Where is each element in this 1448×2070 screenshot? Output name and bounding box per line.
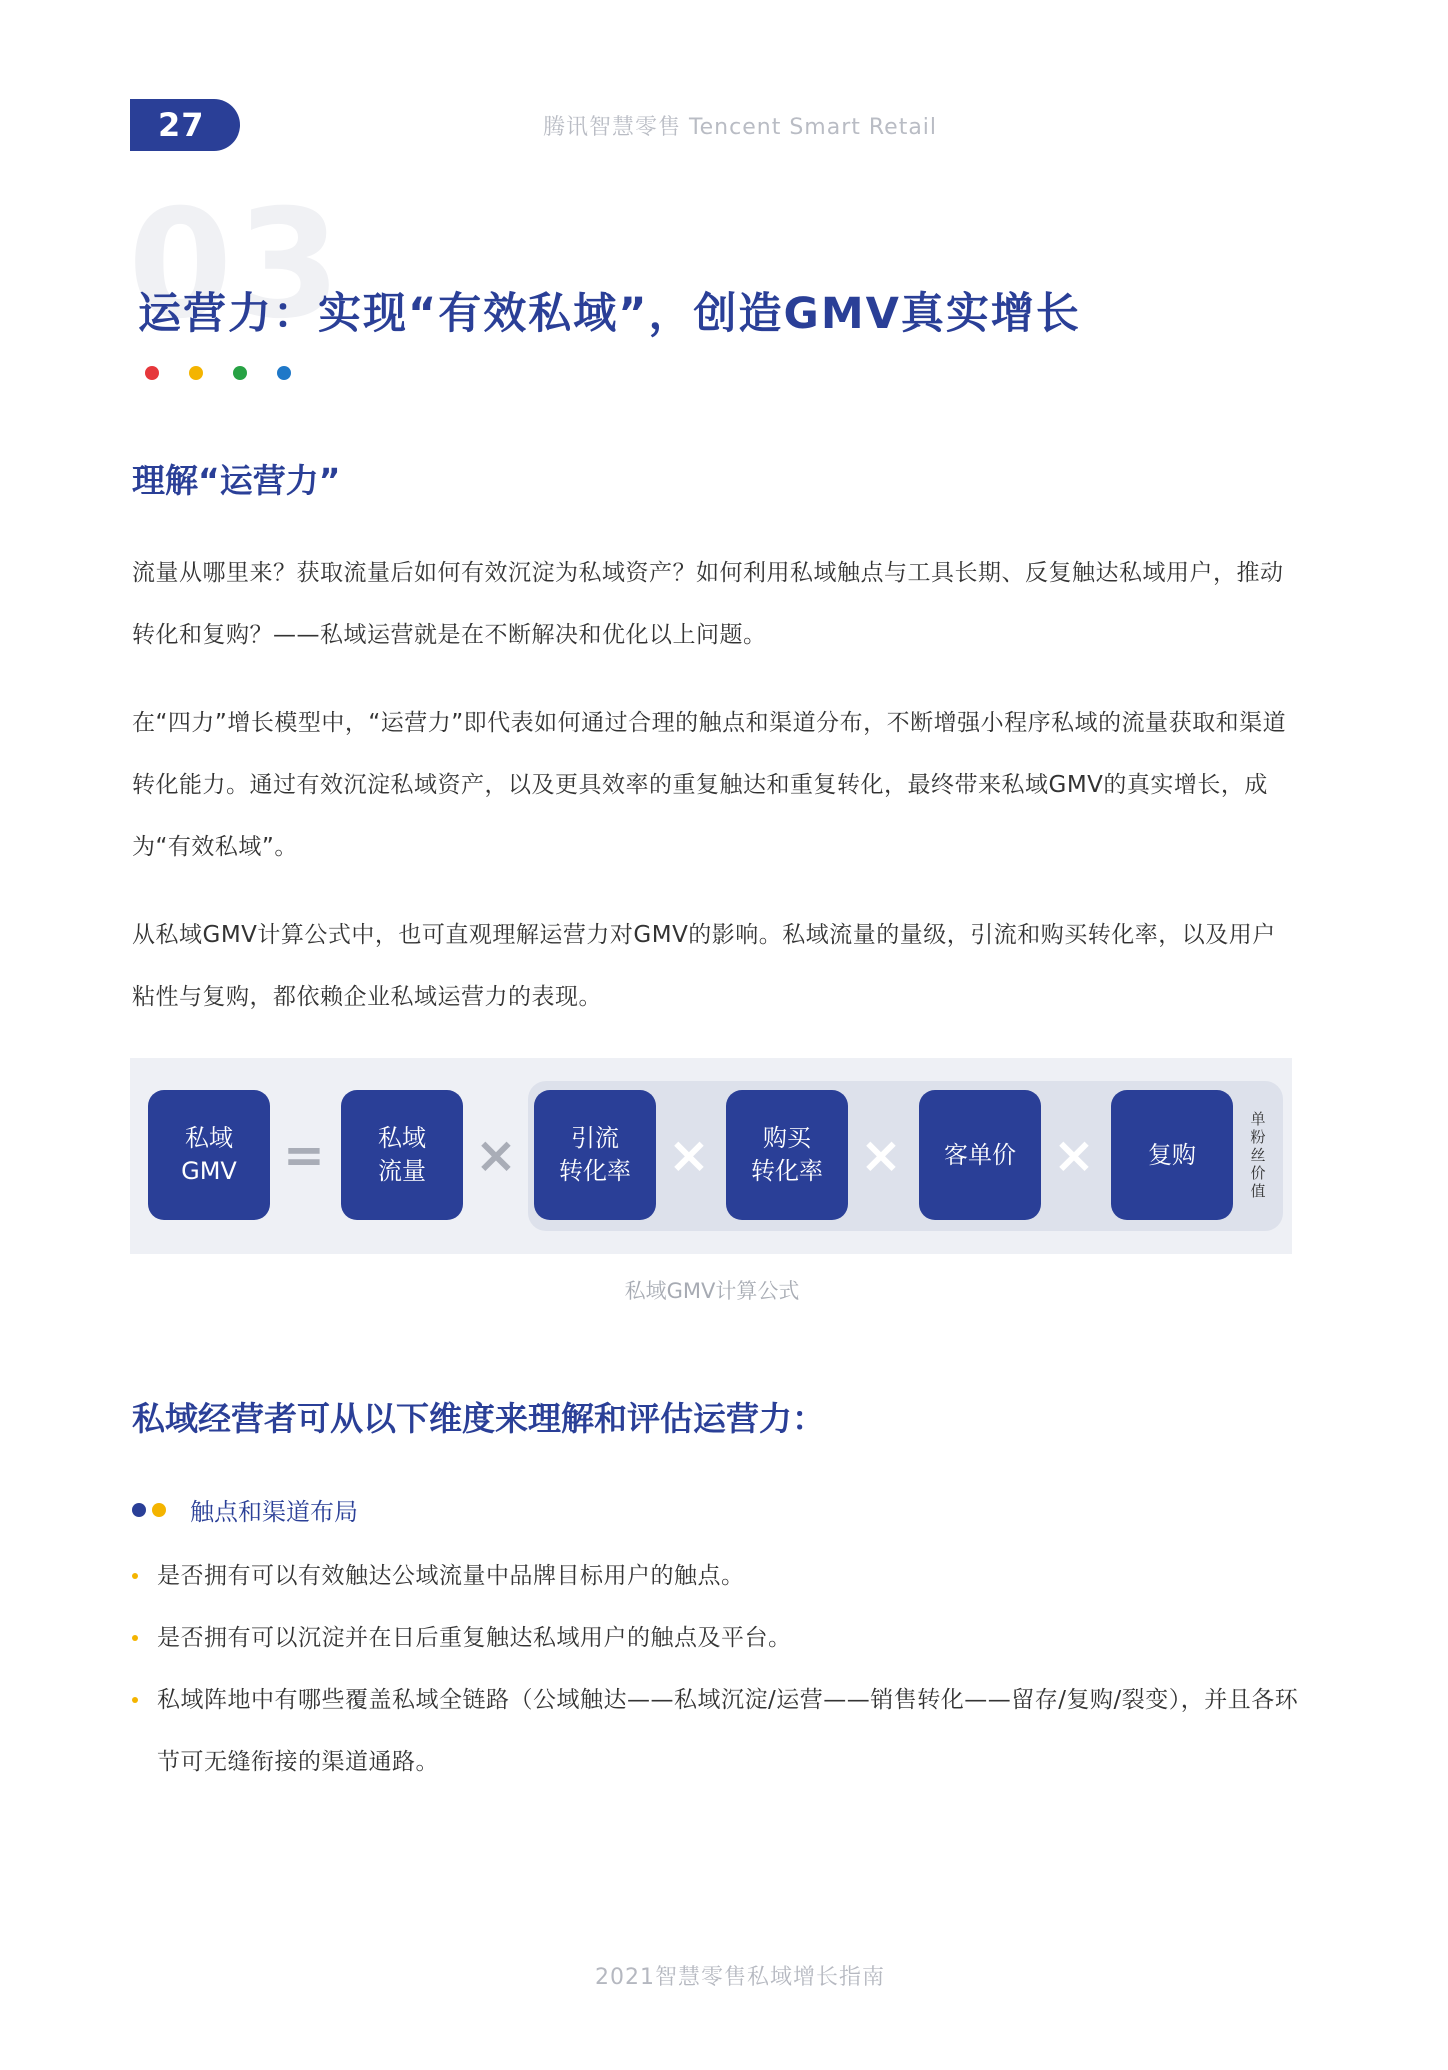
- multiply-icon: ×: [475, 1126, 517, 1184]
- list-item-text: 是否拥有可以有效触达公域流量中品牌目标用户的触点。: [157, 1563, 745, 1589]
- gmv-formula-diagram: [130, 1058, 1292, 1254]
- formula-box-lead-line2: 转化率: [559, 1157, 631, 1185]
- formula-box-purchase-line1: 购买: [763, 1124, 811, 1152]
- red-dot-icon: [145, 366, 159, 380]
- page-title: 运营力：实现“有效私域”，创造GMV真实增长: [138, 289, 1081, 339]
- formula-box-gmv: [148, 1090, 270, 1220]
- list-item: [132, 1669, 1302, 1793]
- formula-box-lead-conversion: [534, 1090, 656, 1220]
- formula-box-purchase-line2: 转化率: [751, 1157, 823, 1185]
- blue-dot-icon: [132, 1503, 146, 1517]
- formula-box-repurchase: [1111, 1090, 1233, 1220]
- evaluation-list: [132, 1545, 1302, 1793]
- section-number: 03: [128, 178, 345, 352]
- paragraph-2: 在“四力”增长模型中，“运营力”即代表如何通过合理的触点和渠道分布，不断增强小程序私域的流量获取和渠道转化能力。通过有效沉淀私域资产，以及更具效率的重复触达和重复转化，最终带来私域GMV的真实增长，成为“有效私域”。: [132, 710, 1287, 860]
- equals-sign: =: [283, 1126, 325, 1184]
- paragraph-3: 从私域GMV计算公式中，也可直观理解运营力对GMV的影响。私域流量的量级，引流和购买转化率，以及用户粘性与复购，都依赖企业私域运营力的表现。: [132, 922, 1276, 1010]
- multiply-icon: ×: [860, 1126, 902, 1184]
- formula-box-traffic: [341, 1090, 463, 1220]
- paragraph-1: 流量从哪里来？获取流量后如何有效沉淀为私域资产？如何利用私域触点与工具长期、反复触达私域用户，推动转化和复购？——私域运营就是在不断解决和优化以上问题。: [132, 560, 1284, 648]
- fan-value-char: 丝: [1250, 1146, 1266, 1164]
- formula-box-gmv-line1: 私域: [185, 1124, 233, 1152]
- formula-box-traffic-line1: 私域: [378, 1124, 426, 1152]
- channel-layout-label: 触点和渠道布局: [190, 1498, 358, 1526]
- multiply-icon: ×: [1053, 1126, 1095, 1184]
- multiply-icon: ×: [668, 1126, 710, 1184]
- fan-value-char: 单: [1250, 1110, 1266, 1128]
- formula-box-unit-price-label: 客单价: [944, 1140, 1016, 1169]
- formula-box-unit-price: [919, 1090, 1041, 1220]
- yellow-dot-icon: [189, 366, 203, 380]
- formula-caption: 私域GMV计算公式: [624, 1279, 800, 1303]
- formula-box-lead-line1: 引流: [571, 1124, 619, 1152]
- footer-title: 2021智慧零售私域增长指南: [595, 1965, 885, 1990]
- fan-value-label: [1245, 1110, 1271, 1200]
- yellow-dot-icon: [152, 1503, 166, 1517]
- decorative-dots: [145, 366, 291, 380]
- formula-box-purchase-conversion: [726, 1090, 848, 1220]
- list-item: [132, 1545, 1302, 1607]
- bullet-dot-icon: [132, 1697, 138, 1703]
- list-item: [132, 1607, 1302, 1669]
- formula-box-repurchase-label: 复购: [1148, 1140, 1196, 1169]
- evaluate-heading: 私域经营者可从以下维度来理解和评估运营力：: [132, 1399, 825, 1438]
- header-brand: 腾讯智慧零售 Tencent Smart Retail: [542, 115, 938, 140]
- bullet-dot-icon: [132, 1635, 138, 1641]
- blue-dot-icon: [277, 366, 291, 380]
- list-item-text: 私域阵地中有哪些覆盖私域全链路（公域触达——私域沉淀/运营——销售转化——留存/复购/裂变），并且各环节可无缝衔接的渠道通路。: [157, 1687, 1299, 1775]
- fan-value-char: 粉: [1250, 1128, 1266, 1146]
- list-item-text: 是否拥有可以沉淀并在日后重复触达私域用户的触点及平台。: [157, 1625, 792, 1651]
- formula-box-traffic-line2: 流量: [378, 1157, 426, 1185]
- page-number-badge: 27: [130, 99, 240, 151]
- understand-heading: 理解“运营力”: [132, 461, 341, 500]
- green-dot-icon: [233, 366, 247, 380]
- bullet-dot-icon: [132, 1573, 138, 1579]
- formula-box-gmv-line2: GMV: [181, 1157, 237, 1185]
- fan-value-char: 价: [1250, 1164, 1266, 1182]
- channel-layout-subheading: [132, 1492, 358, 1527]
- fan-value-char: 值: [1250, 1182, 1266, 1200]
